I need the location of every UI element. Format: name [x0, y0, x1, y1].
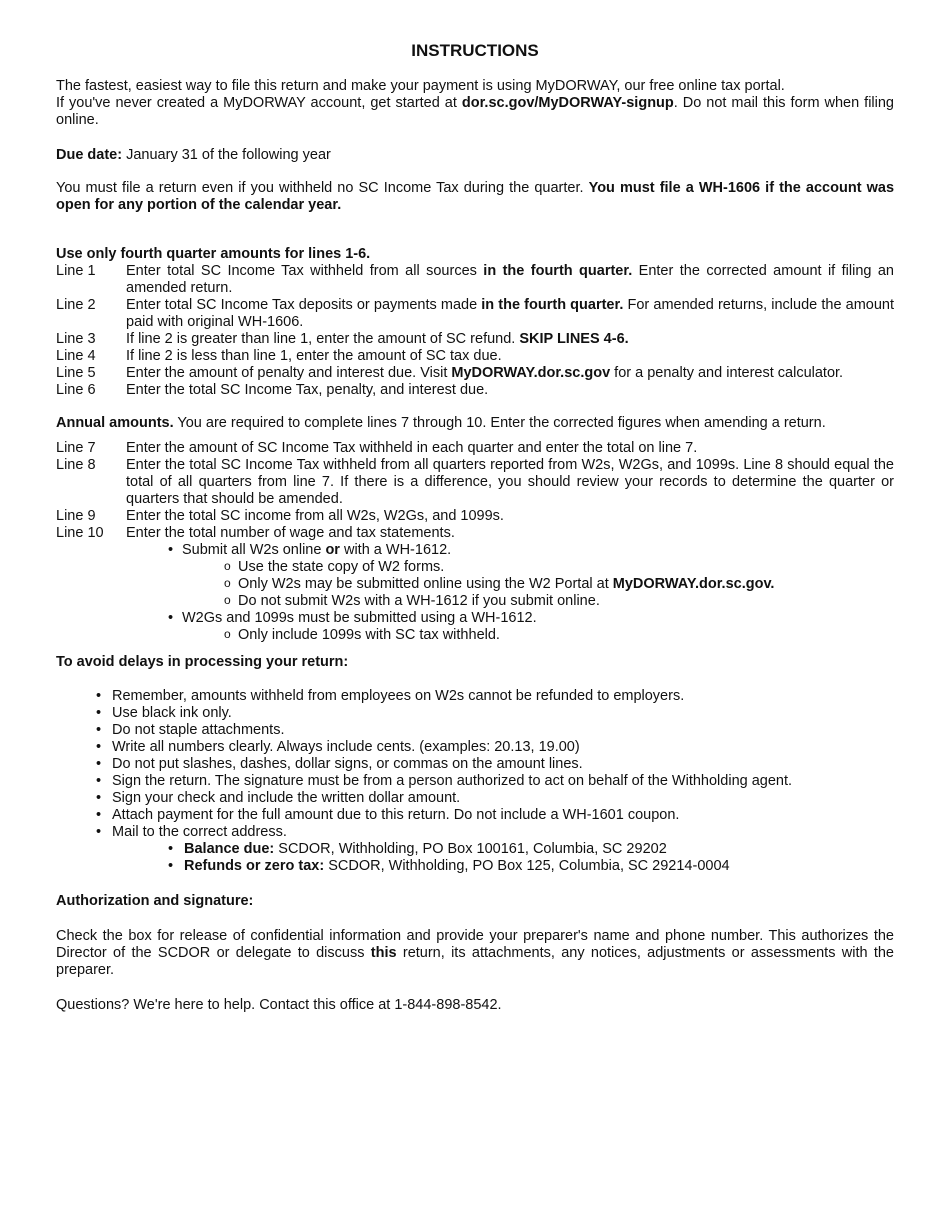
must-file-bold: You must file a WH-1606 if the account was open for any portion of the calendar year.	[56, 180, 895, 213]
line-text-post: Enter the corrected amount if filing an amended return.	[126, 263, 894, 296]
authorization-post: return, its attachments, any notices, adjustments or assessments with the preparer.	[56, 945, 894, 978]
line-text-bold: in the fourth quarter.	[481, 297, 624, 313]
line-text: Enter the total number of wage and tax statements.	[126, 525, 455, 541]
avoid-delays-list	[96, 688, 894, 875]
line-text	[126, 331, 894, 348]
avoid-delays-heading-text: To avoid delays in processing your return:	[56, 654, 349, 670]
line-10-bullets	[168, 542, 894, 644]
authorization-heading-text: Authorization and signature:	[56, 893, 254, 909]
line-text-pre: Enter the total SC Income Tax, penalty, and interest due.	[126, 382, 489, 398]
w2-sub-list	[224, 559, 894, 610]
list-item: o Do not submit W2s with a WH-1612 if you submit online.	[224, 593, 894, 610]
annual-heading: Annual amounts.	[56, 415, 174, 431]
instructions-page	[56, 40, 894, 1014]
line-label: Line 7	[56, 440, 96, 456]
line-item	[56, 440, 894, 457]
line-text-bold: MyDORWAY.dor.sc.gov	[451, 365, 611, 381]
line-label: Line 9	[56, 508, 96, 524]
line-label: Line 3	[56, 331, 96, 347]
line-text-pre: If line 2 is greater than line 1, enter the amount of SC refund.	[126, 331, 520, 347]
list-item: • Use black ink only.	[96, 705, 894, 722]
line-item	[56, 348, 894, 365]
line-text: Enter the total SC Income Tax withheld from all quarters reported from W2s, W2Gs, and 1099s. Line 8 should equal the total of all quarters from line 7. If there is a difference, you should review your records to determine the quarter or quarters that should be amended.	[126, 457, 894, 507]
authorization-bold: this	[370, 945, 397, 961]
list-item: • Remember, amounts withheld from employees on W2s cannot be refunded to employers.	[96, 688, 894, 705]
w2g-text: W2Gs and 1099s must be submitted using a WH-1612.	[182, 610, 537, 626]
due-date-value: January 31 of the following year	[122, 147, 331, 163]
line-text	[126, 263, 894, 297]
line-item	[56, 331, 894, 348]
balance-due-label: Balance due:	[184, 841, 275, 857]
authorization-heading	[56, 893, 894, 910]
list-item: • Do not put slashes, dashes, dollar signs, or commas on the amount lines.	[96, 756, 894, 773]
questions-line: Questions? We're here to help. Contact this office at 1-844-898-8542.	[56, 997, 502, 1013]
line-item	[56, 525, 894, 542]
list-item: • Do not staple attachments.	[96, 722, 894, 739]
list-item	[96, 824, 894, 875]
list-item: • Sign the return. The signature must be from a person authorized to act on behalf of the Withholding agent.	[96, 773, 894, 790]
w2g-sub-list	[224, 627, 894, 644]
refund-address: SCDOR, Withholding, PO Box 125, Columbia, SC 29214-0004	[324, 858, 730, 874]
line-label: Line 10	[56, 525, 104, 541]
fourth-quarter-heading-text: Use only fourth quarter amounts for lines 1-6.	[56, 246, 371, 262]
line-item	[56, 263, 894, 297]
line-text	[126, 365, 894, 382]
w2-portal-link: MyDORWAY.dor.sc.gov.	[612, 576, 775, 592]
w2-text-post: with a WH-1612.	[339, 542, 452, 558]
list-item: o Only include 1099s with SC tax withheld.	[224, 627, 894, 644]
refund-label: Refunds or zero tax:	[184, 858, 325, 874]
line-item	[56, 508, 894, 525]
w2-text-bold: or	[325, 542, 340, 558]
line-text-pre: If line 2 is less than line 1, enter the amount of SC tax due.	[126, 348, 502, 364]
intro-line-2-post: . Do not mail this form when filing online.	[56, 95, 894, 128]
annual-lines	[56, 440, 894, 644]
line-item	[56, 365, 894, 382]
authorization-paragraph	[56, 928, 894, 979]
signup-link: dor.sc.gov/MyDORWAY-signup	[461, 95, 674, 111]
due-date	[56, 147, 894, 164]
line-text-bold: in the fourth quarter.	[483, 263, 633, 279]
line-item	[56, 297, 894, 331]
list-item: • Attach payment for the full amount due to this return. Do not include a WH-1601 coupon.	[96, 807, 894, 824]
line-item	[56, 382, 894, 399]
line-text-pre: Enter total SC Income Tax deposits or payments made	[126, 297, 482, 313]
due-date-label: Due date:	[56, 147, 123, 163]
line-label: Line 1	[56, 263, 96, 279]
line-label: Line 2	[56, 297, 96, 313]
fourth-quarter-heading	[56, 246, 894, 263]
line-text: Enter the amount of SC Income Tax withheld in each quarter and enter the total on line 7.	[126, 440, 698, 456]
mail-address-list	[168, 841, 894, 875]
line-text-post: for a penalty and interest calculator.	[610, 365, 844, 381]
annual-text: You are required to complete lines 7 through 10. Enter the corrected figures when amending a return.	[173, 415, 826, 431]
list-item: • Sign your check and include the written dollar amount.	[96, 790, 894, 807]
mail-text: Mail to the correct address.	[112, 824, 287, 840]
avoid-delays-heading	[56, 654, 894, 671]
line-text: Enter the total SC income from all W2s, W2Gs, and 1099s.	[126, 508, 504, 524]
line-text-bold: SKIP LINES 4-6.	[519, 331, 629, 347]
page-title: INSTRUCTIONS	[411, 41, 539, 60]
line-text	[126, 297, 894, 331]
line-text-post: For amended returns, include the amount paid with original WH-1606.	[126, 297, 895, 330]
list-item	[168, 542, 894, 610]
list-item	[168, 858, 894, 875]
line-text	[126, 382, 894, 399]
line-text	[126, 348, 894, 365]
w2-text-pre: Submit all W2s online	[182, 542, 326, 558]
line-label: Line 8	[56, 457, 96, 473]
intro-line-1: The fastest, easiest way to file this return and make your payment is using MyDORWAY, our free online tax portal.	[56, 78, 785, 94]
intro-paragraph	[56, 78, 894, 129]
line-label: Line 4	[56, 348, 96, 364]
fourth-quarter-lines	[56, 263, 894, 399]
list-item: o Use the state copy of W2 forms.	[224, 559, 894, 576]
list-item	[224, 576, 894, 593]
list-item	[168, 610, 894, 644]
line-label: Line 5	[56, 365, 96, 381]
line-item	[56, 457, 894, 508]
annual-paragraph	[56, 415, 894, 432]
list-item	[168, 841, 894, 858]
line-text-pre: Enter the amount of penalty and interest due. Visit	[126, 365, 452, 381]
authorization-pre: Check the box for release of confidential information and provide your preparer's name and phone number. This authorizes the Director of the SCDOR or delegate to discuss	[56, 928, 894, 961]
must-file-paragraph	[56, 180, 894, 214]
line-label: Line 6	[56, 382, 96, 398]
must-file-normal: You must file a return even if you withheld no SC Income Tax during the quarter.	[56, 180, 589, 196]
balance-due-address: SCDOR, Withholding, PO Box 100161, Columbia, SC 29202	[274, 841, 667, 857]
line-text-pre: Enter total SC Income Tax withheld from all sources	[126, 263, 484, 279]
list-item: • Write all numbers clearly. Always include cents. (examples: 20.13, 19.00)	[96, 739, 894, 756]
w2-portal-pre: Only W2s may be submitted online using the W2 Portal at	[238, 576, 613, 592]
intro-line-2-pre: If you've never created a MyDORWAY account, get started at	[56, 95, 462, 111]
